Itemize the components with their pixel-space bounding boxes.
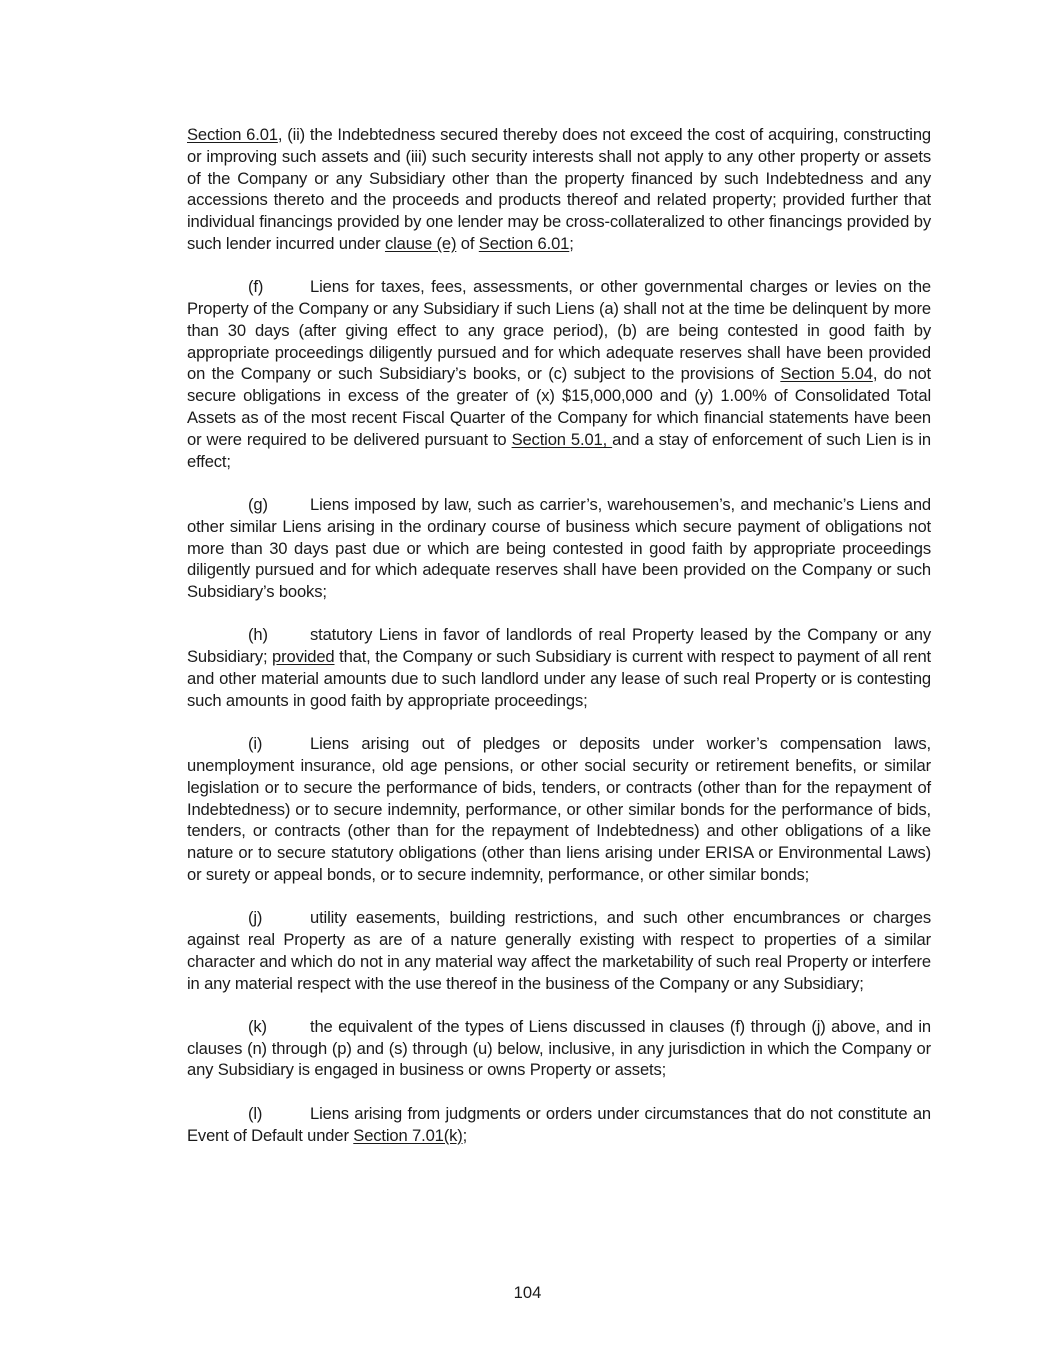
clause-text: Liens arising out of pledges or deposits under worker’s compensation laws, unemployment insurance, old age pensions, or other social security or retirement benefits, or similar legislation or to secure the performance of bids, tenders, or contracts (other than for the repayment of Indebtedness) or to secure indemnity, performance, or other similar bonds for the performance of bids, tenders, or contracts (other than for the repayment of Indebtedness) and other obligations of a like nature or to secure statutory obligations (other than liens arising under ERISA or Environmental Laws) or surety or appeal bonds, or to secure indemnity, performance, or other similar bonds;: [187, 734, 931, 884]
clause-l: [187, 1103, 931, 1147]
clause-text: of: [456, 233, 479, 253]
page-number: 104: [513, 1283, 542, 1302]
clause-text: , do not secure obligations in excess of the greater of (x) $15,000,000 and (y) 1.00% of Consolidated Total Assets as of the most recent Fiscal Quarter of the Company for which financial statements have been or were required to be delivered pursuant to: [187, 364, 931, 449]
clause-text: ;: [569, 233, 574, 253]
clause-text: Liens for taxes, fees, assessments, or other governmental charges or levies on the Property of the Company or any Subsidiary if such Liens (a) shall not at the time be delinquent by more than 30 days (after giving effect to any grace period), (b) are being contested in good faith by appropriate proceedings diligently pursued and for which adequate reserves shall have been provided on the Company or such Subsidiary’s books, or (c) subject to the provisions of: [187, 277, 931, 384]
clause-f: [187, 276, 931, 472]
clause-text: that, the Company or such Subsidiary is current with respect to payment of all rent and other material amounts due to such landlord under any lease of such real Property or is contesting such amounts in good faith by appropriate proceedings;: [187, 647, 931, 710]
clause-text: ;: [462, 1125, 468, 1145]
cross-reference: Section 7.01(k): [353, 1125, 463, 1145]
clause-i: [187, 733, 931, 886]
clause-text: the equivalent of the types of Liens discussed in clauses (f) through (j) above, and in clauses (n) through (p) and (s) through (u) below, inclusive, in any jurisdiction in which the Company or any Subsidiary is engaged in business or owns Property or assets;: [187, 1016, 931, 1080]
clause-text: statutory Liens in favor of landlords of real Property leased by the Company or any Subsidiary;: [187, 625, 931, 667]
clause-h: [187, 624, 931, 711]
document-page: [187, 124, 931, 1168]
clause-label: (k): [248, 1016, 267, 1036]
clause-label: (h): [248, 625, 268, 645]
cross-reference: Section 5.04: [780, 364, 873, 384]
clause-label: (f): [248, 277, 264, 297]
clause-text: , (ii) the Indebtedness secured thereby does not exceed the cost of acquiring, constructing or improving such assets and (iii) such security interests shall not apply to any other property or assets of the Company or any Subsidiary other than the property financed by such Indebtedness and any accessions thereto and the proceeds and products thereof and related property; provided further that individual financings provided by one lender may be cross-collateralized to other financings provided by such lender incurred under: [187, 125, 931, 253]
clause-g: [187, 494, 931, 603]
clause-text: and a stay of enforcement of such Lien is in effect;: [187, 429, 931, 471]
clause-j: [187, 907, 931, 994]
cross-reference: Section 6.01: [478, 233, 570, 253]
clause-label: (g): [248, 494, 268, 514]
cross-reference: Section 5.01,: [511, 429, 613, 449]
clause-label: (i): [248, 734, 263, 754]
clause-text: Liens imposed by law, such as carrier’s, warehousemen’s, and mechanic’s Liens and other similar Liens arising in the ordinary course of business which secure payment of obligations not more than 30 days past due or which are being contested in good faith by appropriate proceedings diligently pursued and for which adequate reserves shall have been provided on the Company or such Subsidiary’s books;: [187, 494, 931, 602]
clause-continuation: [187, 124, 931, 255]
cross-reference: Section 6.01: [187, 125, 278, 144]
clause-text: Liens arising from judgments or orders under circumstances that do not constitute an Event of Default under: [187, 1103, 931, 1145]
clause-text: utility easements, building restrictions, and such other encumbrances or charges against real Property as are of a nature generally existing with respect to properties of a similar character and which do not in any material way affect the marketability of such real Property or interfere in any material respect with the use thereof in the business of the Company or any Subsidiary;: [187, 908, 931, 993]
cross-reference: provided: [272, 647, 335, 667]
cross-reference: clause (e): [384, 233, 457, 253]
clause-k: [187, 1016, 931, 1081]
clause-label: (j): [248, 908, 263, 928]
clause-label: (l): [248, 1103, 263, 1123]
